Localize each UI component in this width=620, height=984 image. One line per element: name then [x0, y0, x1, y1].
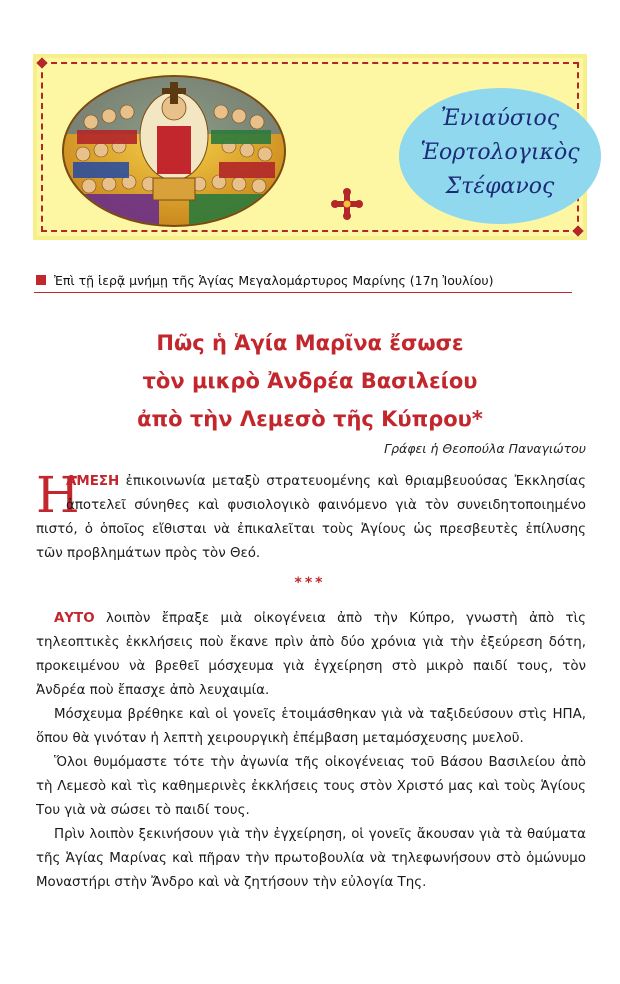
paragraph — [36, 607, 586, 703]
paragraph-text: Πρὶν λοιπὸν ξεκινήσουν γιὰ τὴν ἐγχείρηση, οἱ γονεῖς ἄκουσαν γιὰ τὰ θαύματα τῆς Ἁγίας Μαρίνας καὶ πῆραν τὴν πρωτοβουλία νὰ τηλεφωνήσουν στὸ ὁμώνυμο Μοναστήρι στὴν Ἄνδρο καὶ νὰ ζητήσουν τὴν εὐλογία Της. — [36, 827, 586, 890]
paragraph — [36, 751, 586, 823]
article-body — [36, 607, 586, 895]
section-separator: *** — [294, 575, 326, 591]
lead-word: ΑΥΤΟ — [54, 611, 95, 626]
article-title-line: τὸν μικρὸ Ἀνδρέα Βασιλείου — [142, 369, 478, 393]
paragraph-text: λοιπὸν ἔπραξε μιὰ οἰκογένεια ἀπὸ τὴν Κύπρο, γνωστὴ ἀπὸ τὶς τηλεοπτικὲς ἐκκλήσεις ποὺ ἔκανε πρὶν ἀπὸ δύο χρόνια γιὰ τὴν ἐξεύρεση δότη, προκειμένου νὰ βρεθεῖ μόσχευμα γιὰ ἐγχείρηση στὸ μικρὸ παιδί τους, τὸν Ἀνδρέα ποὺ ἔπασχε ἀπὸ λευχαιμία. — [36, 611, 586, 698]
saints-icon-image — [61, 74, 287, 228]
lead-word: ΑΜΕΣΗ — [66, 474, 120, 489]
article-title-line: ἀπὸ τὴν Λεμεσὸ τῆς Κύπρου* — [137, 407, 483, 431]
cross-ornament-icon — [329, 186, 365, 222]
article-title — [40, 324, 580, 438]
bullet-square-icon — [36, 275, 46, 285]
drop-cap: Η — [36, 466, 80, 524]
banner-title — [397, 102, 603, 204]
banner-title-line: Ἐνιαύσιος — [440, 106, 560, 131]
article-title-line: Πῶς ἡ Ἁγία Μαρῖνα ἔσωσε — [156, 331, 464, 355]
paragraph-text: Μόσχευμα βρέθηκε καὶ οἱ γονεῖς ἑτοιμάσθηκαν γιὰ νὰ ταξιδεύσουν στὶς ΗΠΑ, ὅπου θὰ γινόταν ἡ λεπτὴ χειρουργικὴ ἐπέμβαση μεταμόσχευσης μυελοῦ. — [36, 707, 586, 746]
paragraph — [36, 823, 586, 895]
feast-day-text: Ἐπὶ τῇ ἱερᾷ μνήμῃ τῆς Ἁγίας Μεγαλομάρτυρος Μαρίνης (17η Ἰουλίου) — [54, 272, 494, 288]
banner-title-line: Ἑορτολογικὸς — [420, 140, 580, 165]
feast-day-line — [34, 268, 572, 293]
paragraph-text: Ὅλοι θυμόμαστε τότε τὴν ἀγωνία τῆς οἰκογένειας τοῦ Βάσου Βασιλείου ἀπὸ τὴ Λεμεσὸ καὶ τὶς καθημερινὲς ἐκκλήσεις τους στὸν Χριστό μας καὶ τοὺς Ἁγίους Του γιὰ νὰ σώσει τὸ παιδί τους. — [36, 755, 586, 818]
paragraph-text: ἐπικοινωνία μεταξὺ στρατευομένης καὶ θριαμβευούσας Ἐκκλησίας ἀποτελεῖ σύνηθες καὶ φυσιολογικὸ φαινόμενο γιὰ τὸν συνειδητοποιημένο πιστό, ὁ ὁποῖος εἴθισται νὰ ἐπικαλεῖται τοὺς Ἁγίους ὡς πρεσβευτὲς ἐπίλυσης τῶν προβλημάτων πρὸς τὸν Θεό. — [36, 474, 586, 561]
banner-title-line: Στέφανος — [445, 174, 555, 199]
intro-paragraph — [36, 466, 586, 566]
author-byline: Γράφει ἡ Θεοπούλα Παναγιώτου — [384, 441, 586, 456]
header-banner — [33, 54, 587, 240]
paragraph — [36, 703, 586, 751]
